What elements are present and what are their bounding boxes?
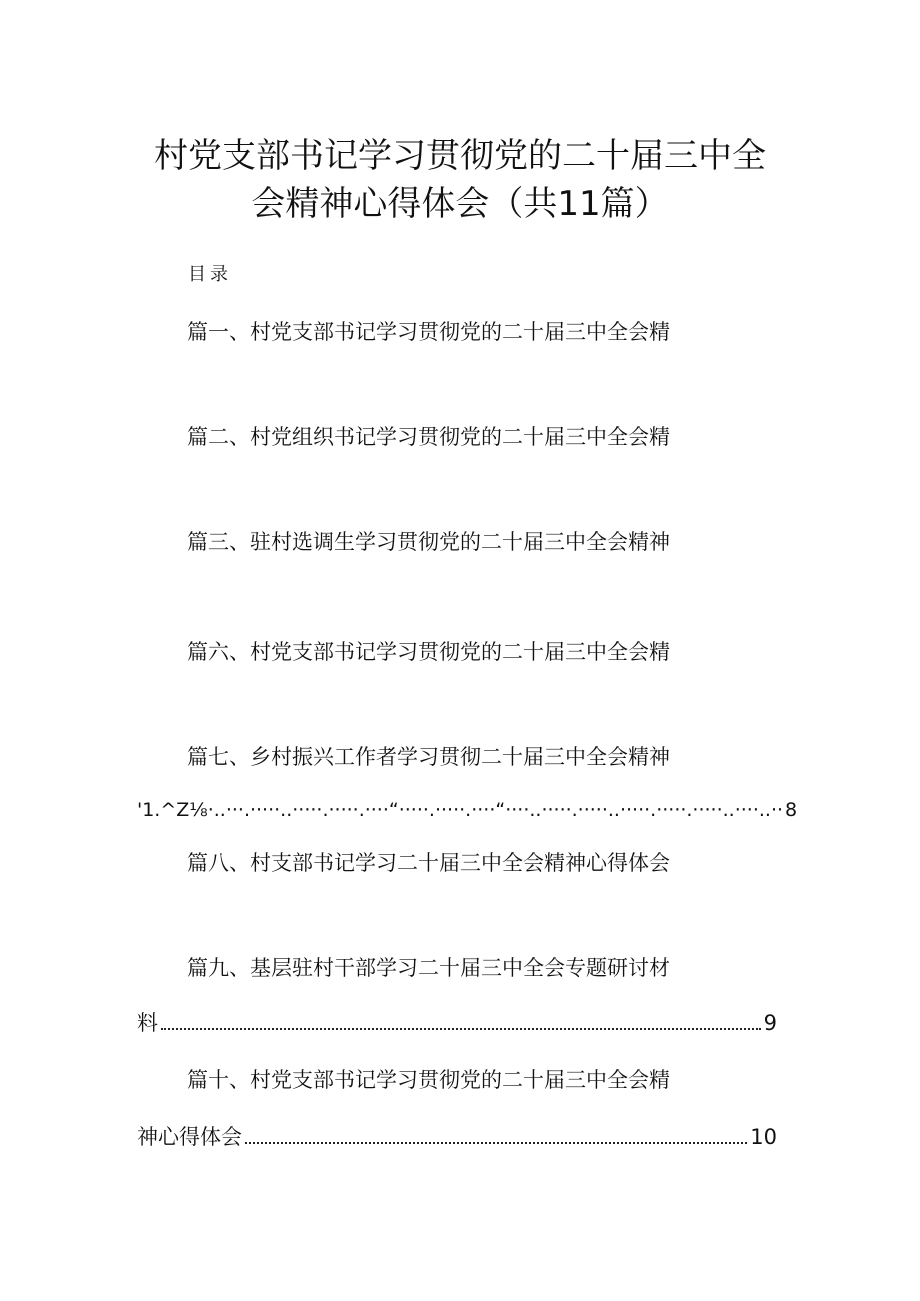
document-title-line-2: 会精神心得体会（共11篇） [251,184,669,224]
toc-entry-6[interactable]: 篇六、村党支部书记学习贯彻党的二十届三中全会精 [187,640,670,664]
toc-entry-3[interactable]: 篇三、驻村选调生学习贯彻党的二十届三中全会精神 [187,530,670,554]
toc-page-number: 10 [750,1125,777,1149]
toc-heading: 目录 [188,264,232,285]
continuation-text: 神心得体会 [137,1125,242,1149]
toc-page-number: 8 [785,799,798,821]
toc-entry-9-continuation [137,1008,777,1038]
toc-entry-7-leader-line [137,795,798,825]
toc-entry-9[interactable]: 篇九、基层驻村干部学习二十届三中全会专题研讨材 [187,956,670,980]
toc-entry-10[interactable]: 篇十、村党支部书记学习贯彻党的二十届三中全会精 [187,1068,670,1092]
document-title-line-1: 村党支部书记学习贯彻党的二十届三中全 [154,136,766,176]
toc-page-number: 9 [763,1011,777,1035]
continuation-text: 料 [137,1011,158,1035]
garbled-leader-text: '1.^Z⅛·..···.·····..·····.·····.····“·····.·····.····“····..·····.·····..·····.·····.·····..····..·· [137,799,784,821]
toc-entry-10-continuation [137,1122,777,1152]
toc-entry-7[interactable]: 篇七、乡村振兴工作者学习贯彻二十届三中全会精神 [187,745,670,769]
toc-entry-2[interactable]: 篇二、村党组织书记学习贯彻党的二十届三中全会精 [187,425,670,449]
dot-leader [161,1027,761,1030]
dot-leader [245,1141,747,1144]
toc-entry-1[interactable]: 篇一、村党支部书记学习贯彻党的二十届三中全会精 [187,320,670,344]
toc-entry-8[interactable]: 篇八、村支部书记学习二十届三中全会精神心得体会 [187,851,670,875]
